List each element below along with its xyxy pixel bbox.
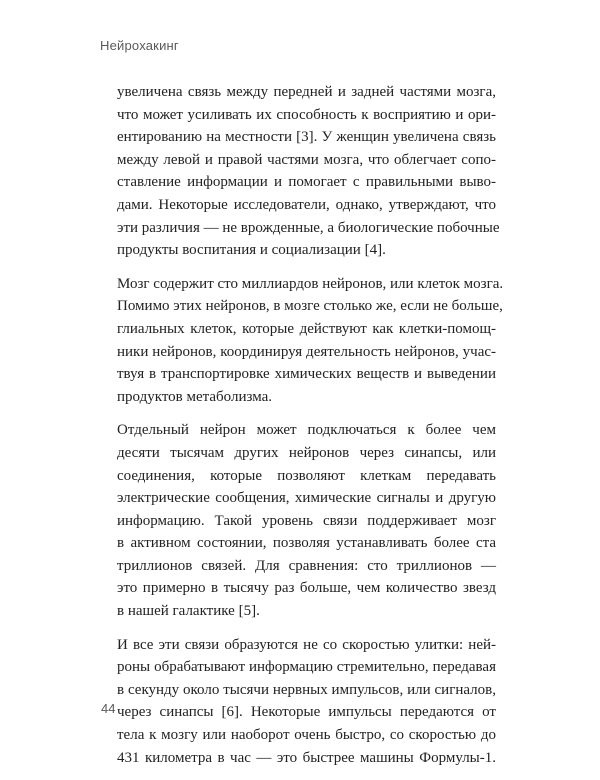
text-line: твуя в транспортировке химических веществ и выведении xyxy=(117,366,496,383)
text-line: в секунду около тысячи нервных импульсов, или сигналов, xyxy=(117,681,496,698)
text-line: роны обрабатывают информацию стремительно, передавая xyxy=(117,659,496,676)
text-line: Помимо этих нейронов, в мозге столько же, если не больше, xyxy=(117,298,503,315)
text-line: увеличена связь между передней и задней частями мозга, xyxy=(117,84,496,100)
paragraph-4 xyxy=(117,634,496,770)
text-line: эти различия — не врожденные, а биологические побочные xyxy=(117,219,500,236)
text-line: И все эти связи образуются не со скоростью улитки: ней- xyxy=(117,636,496,653)
text-line: электрические сообщения, химические сигналы и другую xyxy=(117,490,496,507)
text-line: через синапсы [6]. Некоторые импульсы передаются от xyxy=(117,704,496,721)
text-line: это примерно в тысячу раз больше, чем количество звезд xyxy=(117,580,496,597)
text-line: триллионов связей. Для сравнения: сто триллионов — xyxy=(117,557,496,574)
text-line: ентированию на местности [3]. У женщин увеличена связь xyxy=(117,129,496,146)
paragraph-1 xyxy=(117,81,500,262)
page-body xyxy=(117,81,504,780)
text-line: дами. Некоторые исследователи, однако, утверждают, что xyxy=(117,196,496,213)
text-line: десяти тысячам других нейронов через синапсы, или xyxy=(117,444,496,461)
text-line: Отдельный нейрон может подключаться к более чем xyxy=(117,422,496,439)
text-line: ставление информации и помогает с правильными выво- xyxy=(117,174,496,191)
text-line: ники нейронов, координируя деятельность нейронов, учас- xyxy=(117,343,496,360)
page-number: 44 xyxy=(101,701,116,716)
text-line: Мозг содержит сто миллиардов нейронов, или клеток мозга. xyxy=(117,275,504,292)
text-line: 431 километра в час — это быстрее машины Формулы-1. xyxy=(117,749,496,766)
text-line: соединения, которые позволяют клеткам передавать xyxy=(117,467,496,484)
text-line: что может усиливать их способность к восприятию и ори- xyxy=(117,106,496,123)
paragraph-2 xyxy=(117,273,504,409)
text-line: в активном состоянии, позволяя устанавливать более ста xyxy=(117,535,496,552)
text-line: тела к мозгу или наоборот очень быстро, со скоростью до xyxy=(117,727,496,744)
text-line: информацию. Такой уровень связи поддерживает мозг xyxy=(117,512,496,529)
text-line: глиальных клеток, которые действуют как клетки-помощ- xyxy=(117,320,496,337)
paragraph-3 xyxy=(117,419,496,622)
text-line: в нашей галактике [5]. xyxy=(117,603,260,620)
text-line: между левой и правой частями мозга, что облегчает сопо- xyxy=(117,151,496,168)
text-line: продуктов метаболизма. xyxy=(117,388,273,405)
running-head-title: Нейрохакинг xyxy=(100,38,179,53)
text-line: продукты воспитания и социализации [4]. xyxy=(117,242,386,259)
